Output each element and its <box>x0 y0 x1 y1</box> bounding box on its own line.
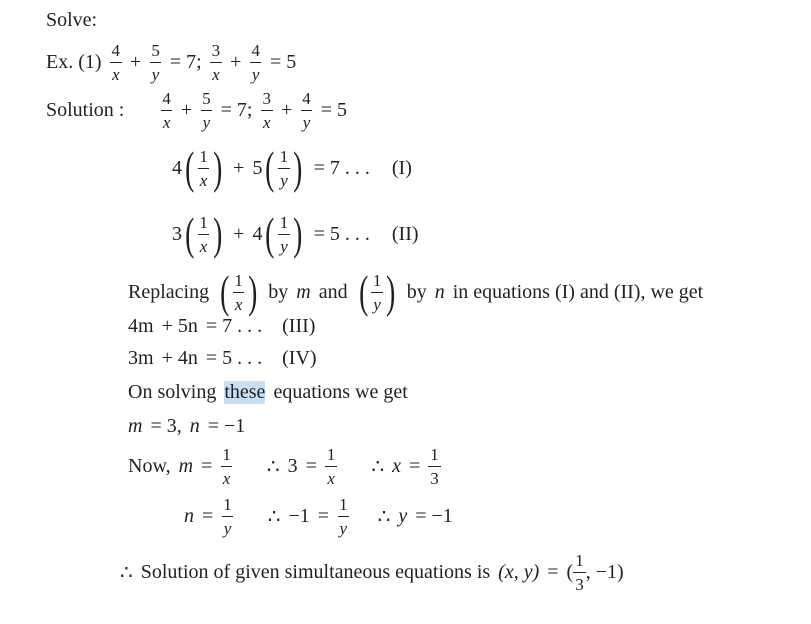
fraction-5-over-y: $\frac{5}{y}$ <box>202 88 211 132</box>
var-n: n <box>189 414 200 437</box>
coef-3: 3 <box>172 222 182 245</box>
var-n: n <box>184 504 194 527</box>
equals-minus-1: = −1 <box>207 414 246 437</box>
coef-5: 5 <box>252 156 263 179</box>
var-n: n <box>434 280 445 303</box>
equation-I <box>172 140 420 196</box>
value-3: 3 <box>287 454 298 477</box>
term-4n: + 4n <box>161 346 198 369</box>
final-minus-1: , −1) <box>585 560 624 583</box>
paren-1-over-y: ( $\frac{1}{y}$ ) <box>358 266 396 317</box>
term-4m: 4m <box>128 314 154 337</box>
label-III: (III) <box>282 314 316 337</box>
and-text: and <box>318 280 348 303</box>
fraction-4-over-x: $\frac{4}{x}$ <box>162 88 171 132</box>
equals: = <box>202 504 214 527</box>
solving-pre: On solving <box>128 380 217 403</box>
equals: = <box>317 504 330 527</box>
replacing-text: Replacing <box>128 280 210 303</box>
fraction-1-over-3: $\frac{1}{3}$ <box>430 444 439 488</box>
plus: + <box>130 50 142 73</box>
plus: + <box>180 98 193 121</box>
equals-5: = 5 <box>320 98 348 121</box>
now-line <box>128 438 449 494</box>
equals-minus-1: = −1 <box>415 504 453 527</box>
paren-1-over-x: ( $\frac{1}{x}$ ) <box>220 266 258 317</box>
plus: + <box>233 156 245 179</box>
equals: = <box>408 454 421 477</box>
solution-label: Solution : <box>46 98 125 121</box>
rhs-7: = 7 . . . <box>313 156 370 179</box>
therefore-icon: ∴ <box>377 505 391 528</box>
var-m: m <box>128 414 143 437</box>
plus: + <box>230 50 242 73</box>
equals-7: = 7; <box>169 50 202 73</box>
coef-4: 4 <box>252 222 263 245</box>
solving-post: equations we get <box>273 380 408 403</box>
highlighted-word[interactable]: these <box>224 380 266 403</box>
therefore-icon: ∴ <box>266 455 280 478</box>
fraction-4-over-y: $\frac{4}{y}$ <box>251 40 260 84</box>
fraction-3-over-x: $\frac{3}{x}$ <box>211 40 221 84</box>
therefore-icon: ∴ <box>267 505 281 528</box>
term-5n: + 5n <box>161 314 198 337</box>
therefore-icon: ∴ <box>120 561 133 584</box>
rhs-5: = 5 . . . <box>313 222 370 245</box>
paren-1-over-y: ( $\frac{1}{y}$ ) <box>265 142 303 193</box>
equals: = <box>201 454 213 477</box>
fraction-5-over-y: $\frac{5}{y}$ <box>151 40 160 84</box>
now-label: Now, <box>128 454 171 477</box>
var-m: m <box>178 454 194 477</box>
fraction-1-over-y: $\frac{1}{y}$ <box>339 494 348 538</box>
final-text: Solution of given simultaneous equations is <box>140 560 491 583</box>
fraction-4-over-x: $\frac{4}{x}$ <box>111 40 121 84</box>
fraction-1-over-x: $\frac{1}{x}$ <box>326 444 336 488</box>
therefore-icon: ∴ <box>371 455 385 478</box>
n-line <box>184 488 461 544</box>
open-paren: ( <box>566 560 574 583</box>
by-text: by <box>268 280 289 303</box>
label-IV: (IV) <box>282 346 317 369</box>
fraction-1-over-y: $\frac{1}{y}$ <box>223 494 232 538</box>
plus: + <box>280 98 293 121</box>
solution-line <box>46 82 355 138</box>
final-line <box>120 544 632 600</box>
rhs-7: = 7 . . . <box>205 314 263 337</box>
rhs-5: = 5 . . . <box>205 346 263 369</box>
equals-7: = 7; <box>220 98 253 121</box>
var-x: x <box>392 454 401 477</box>
replacing-tail: in equations (I) and (II), we get <box>452 280 704 303</box>
paren-1-over-x: ( $\frac{1}{x}$ ) <box>185 142 223 193</box>
fraction-4-over-y: $\frac{4}{y}$ <box>302 88 311 132</box>
pair-xy: (x, y) <box>498 560 540 583</box>
plus: + <box>233 222 245 245</box>
paren-1-over-y: ( $\frac{1}{y}$ ) <box>265 208 303 259</box>
value-minus-1: −1 <box>288 504 310 527</box>
heading: Solve: <box>46 8 98 31</box>
var-y: y <box>398 504 408 527</box>
term-3m: 3m <box>128 346 154 369</box>
example-label: Ex. (1) <box>46 50 102 73</box>
var-m: m <box>296 280 311 303</box>
equals-3: = 3, <box>150 414 182 437</box>
by-text: by <box>406 280 427 303</box>
coef-4: 4 <box>172 156 182 179</box>
label-I: (I) <box>391 156 412 179</box>
fraction-3-over-x: $\frac{3}{x}$ <box>262 88 271 132</box>
equals-5: = 5 <box>269 50 297 73</box>
equals: = <box>547 560 559 583</box>
equals: = <box>305 454 317 477</box>
equation-II <box>172 206 427 262</box>
label-II: (II) <box>391 222 419 245</box>
paren-1-over-x: ( $\frac{1}{x}$ ) <box>185 208 223 259</box>
fraction-1-over-x: $\frac{1}{x}$ <box>222 444 231 488</box>
fraction-1-over-3: $\frac{1}{3}$ <box>575 550 584 594</box>
